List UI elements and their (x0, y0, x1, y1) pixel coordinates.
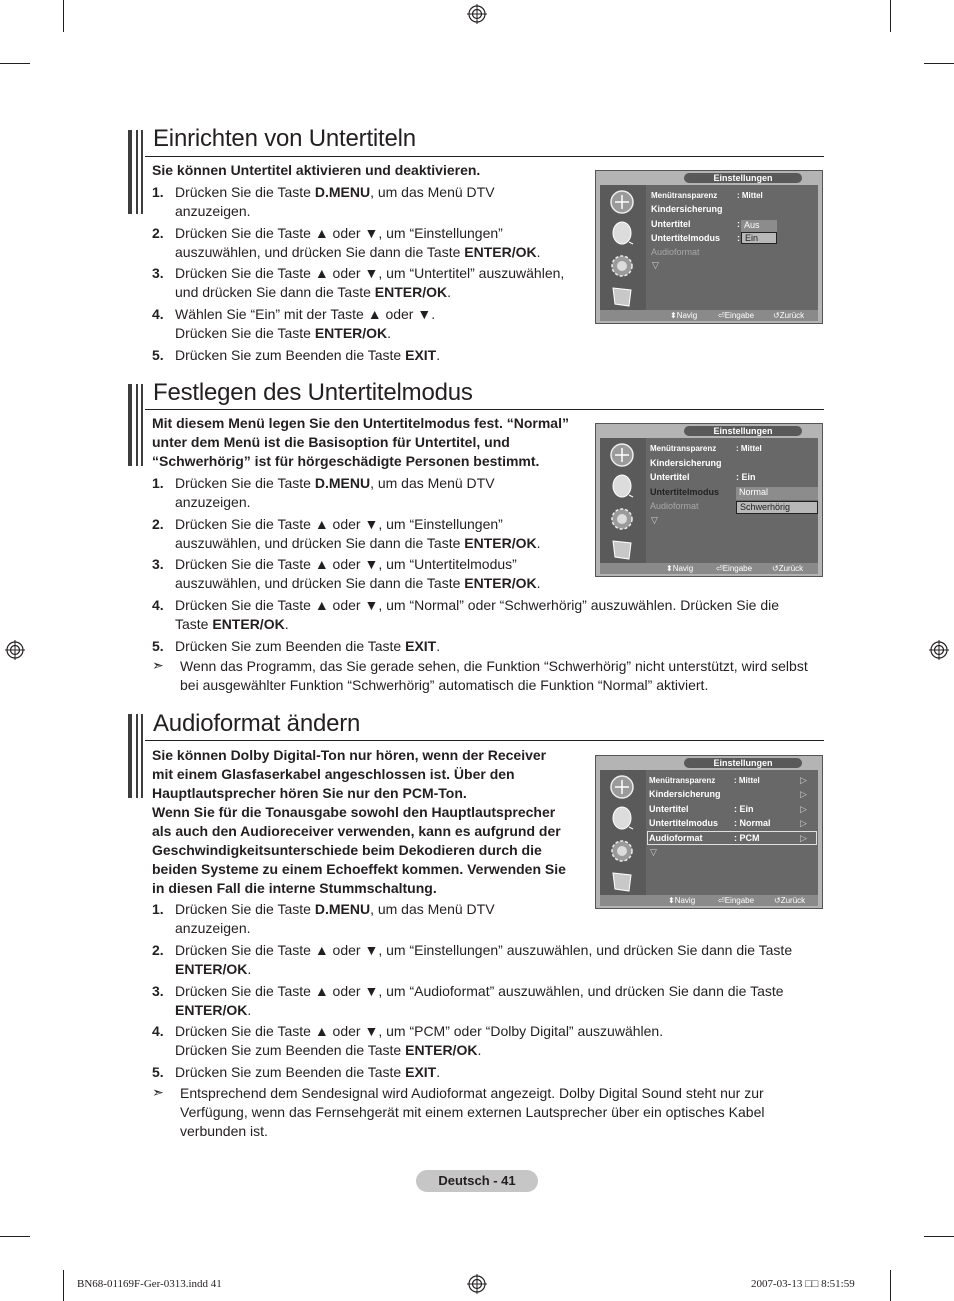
scroll-down-icon: ▽ (652, 260, 659, 270)
registration-mark-icon (929, 640, 949, 660)
menu-item-menuetransparenz[interactable]: Menütransparenz : Mittel (650, 444, 762, 453)
menu-item-kindersicherung[interactable]: Kindersicherung (651, 204, 723, 214)
scroll-down-icon: ▽ (650, 847, 657, 857)
section-title: Einrichten von Untertiteln (153, 125, 416, 152)
enter-hint: ⏎ Eingabe (718, 896, 755, 905)
gear-icon (605, 837, 639, 865)
note-arrow-icon: ➣ (152, 1084, 164, 1100)
page-number-badge: Deutsch - 41 (416, 1170, 538, 1192)
scroll-down-icon: ▽ (651, 515, 658, 525)
menu-item-kindersicherung[interactable]: Kindersicherung (649, 789, 721, 799)
submenu-arrow-icon: ▷ (800, 833, 807, 843)
navig-hint: ⬍ Navig (666, 564, 694, 573)
menu-item-untertitel[interactable]: Untertitel : (651, 219, 740, 229)
menu-item-menuetransparenz[interactable]: Menütransparenz : Mittel (651, 191, 763, 200)
channel-icon (605, 867, 639, 895)
tv-menu-screen (595, 423, 823, 577)
picture-icon (605, 773, 639, 801)
menu-item-kindersicherung[interactable]: Kindersicherung (650, 458, 722, 468)
menu-header: Einstellungen (684, 426, 802, 436)
back-hint: ↺ Zurück (773, 311, 805, 320)
picture-icon (605, 188, 639, 216)
menu-item-untertitel[interactable]: Untertitel : Ein (649, 804, 754, 814)
date-slug: 2007-03-13 □□ 8:51:59 (751, 1278, 855, 1290)
registration-mark-icon (5, 640, 25, 660)
channel-icon (605, 282, 639, 310)
gear-icon (605, 252, 639, 280)
channel-icon (605, 535, 639, 563)
enter-hint: ⏎ Eingabe (716, 564, 753, 573)
submenu-arrow-icon: ▷ (800, 789, 807, 799)
tv-menu-screen (595, 170, 823, 324)
menu-item-untertitelmodus[interactable]: Untertitelmodus : (651, 233, 740, 243)
navig-hint: ⬍ Navig (670, 311, 698, 320)
enter-hint: ⏎ Eingabe (718, 311, 755, 320)
navig-hint: ⬍ Navig (668, 896, 696, 905)
submenu-arrow-icon: ▷ (800, 818, 807, 828)
sound-icon (605, 473, 639, 501)
section-intro: Sie können Untertitel aktivieren und deaktivieren. (152, 162, 481, 178)
file-slug: BN68-01169F-Ger-0313.indd 41 (77, 1278, 222, 1290)
submenu-arrow-icon: ▷ (800, 804, 807, 814)
back-hint: ↺ Zurück (774, 896, 806, 905)
note-arrow-icon: ➣ (152, 657, 164, 673)
gear-icon (605, 505, 639, 533)
option-aus[interactable]: Aus (741, 220, 777, 232)
menu-footer (600, 563, 818, 574)
section-title: Audioformat ändern (153, 710, 361, 737)
registration-mark-icon (467, 4, 487, 24)
sound-icon (605, 805, 639, 833)
menu-item-audioformat[interactable]: Audioformat (651, 247, 700, 257)
submenu-arrow-icon: ▷ (800, 775, 807, 785)
option-normal[interactable]: Normal (736, 487, 818, 500)
menu-item-untertitelmodus[interactable]: Untertitelmodus (650, 487, 720, 497)
section-title: Festlegen des Untertitelmodus (153, 379, 473, 406)
menu-footer (600, 895, 818, 906)
tv-menu-screen (595, 755, 823, 909)
section-intro: Sie können Dolby Digital-Ton nur hören, wenn der Receiver mit einem Glasfaserkabel angeschlossen ist. Über den Hauptlautsprecher hören Sie nur den PCM-Ton. Wenn Sie für die Tonausgabe sowohl den Hauptlautsprecher als auch den Audioreceiver verwenden, kann es aufgrund der Geschwindigkeitsunterschiede beim Dekodieren durch die beiden Systeme zu einem Echoeffekt kommen. Verwenden Sie in diesen Fall die interne Stummschaltung. (152, 747, 566, 896)
option-schwerhoerig[interactable]: Schwerhörig (736, 501, 818, 514)
menu-item-untertitelmodus[interactable]: Untertitelmodus : Normal (649, 818, 771, 828)
section-intro: Mit diesem Menü legen Sie den Untertitelmodus fest. “Normal” unter dem Menü ist die Basisoption für Untertitel, und “Schwerhörig” ist für hörgeschädigte Personen bestimmt. (152, 415, 569, 469)
back-hint: ↺ Zurück (772, 564, 804, 573)
sound-icon (605, 220, 639, 248)
menu-footer (600, 310, 818, 321)
option-ein[interactable]: Ein (741, 232, 777, 244)
menu-header: Einstellungen (684, 758, 802, 768)
menu-item-menuetransparenz[interactable]: Menütransparenz : Mittel (649, 776, 760, 785)
menu-header: Einstellungen (684, 173, 802, 183)
menu-item-audioformat[interactable]: Audioformat : PCM (649, 833, 760, 843)
menu-item-untertitel[interactable]: Untertitel : Ein (650, 472, 756, 482)
registration-mark-icon (467, 1274, 487, 1294)
picture-icon (605, 441, 639, 469)
menu-item-audioformat[interactable]: Audioformat (650, 501, 699, 511)
